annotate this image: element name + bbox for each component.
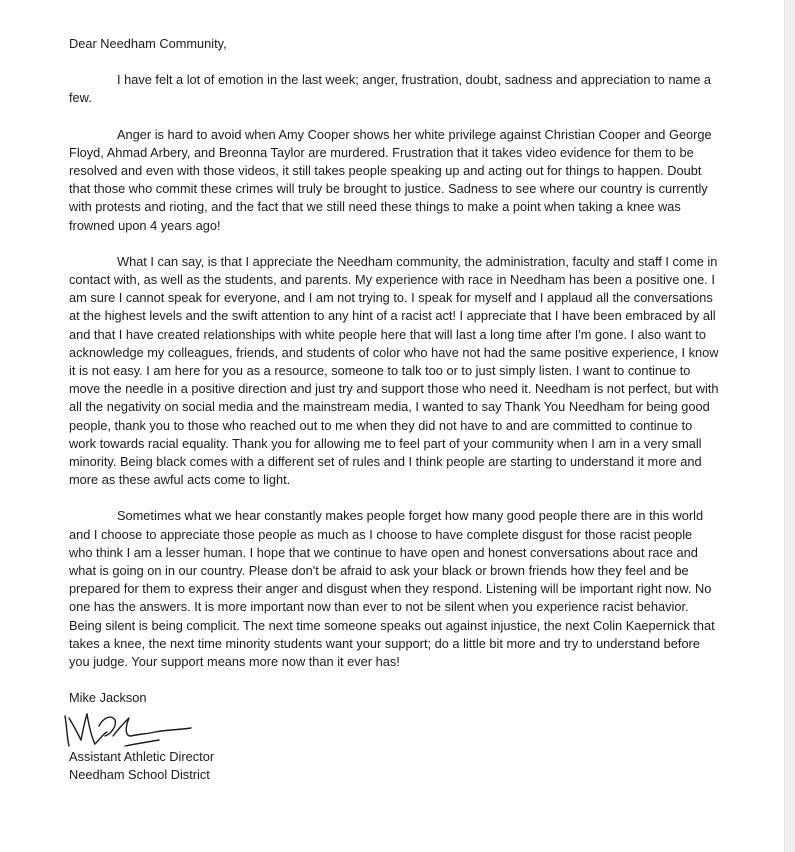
paragraph-anger: Anger is hard to avoid when Amy Cooper shows her white privilege against Christian Cooper and George Floyd, Ahmad Arbery, and Breonna Taylor are murdered. Frustration that it takes video evidence for them to be resolved and even with those videos, it still takes people speaking up and acting out for things to happen. Doubt that those who commit these crimes will truly be brought to justice. Sadness to see where our country is currently with protests and rioting, and the fact that we still need these things to make a point when taking a knee was frowned upon 4 years ago!	[69, 126, 712, 233]
page-edge	[784, 0, 795, 852]
signer-name: Mike Jackson	[69, 690, 147, 706]
paragraph-call-to-action: Sometimes what we hear constantly makes people forget how many good people there are in this world and I choose to appreciate those people as much as I choose to have complete disgust for those racist people who think I am a lesser human. I hope that we continue to have open and honest conversations about race and what is going on in our country. Please don't be afraid to ask your black or brown friends how they feel and be prepared for them to express their anger and disgust when they respond. Listening will be important right now. No one has the answers. It is more important now than ever to not be silent when you experience racist behavior. Being silent is being complicit. The next time someone speaks out against injustice, the next Colin Kaepernick that takes a knee, the next time minority students want your support; do a little bit more and try to understand before you judge. Your support means more now than it ever has!	[69, 508, 715, 670]
letter-body	[69, 35, 719, 784]
paragraph-emotions: I have felt a lot of emotion in the last week; anger, frustration, doubt, sadness and appreciation to name a few.	[69, 72, 711, 106]
signature-block	[69, 689, 719, 784]
paragraph-appreciation: What I can say, is that I appreciate the Needham community, the administration, faculty and staff I come in contact with, as well as the students, and parents. My experience with race in Needham has been a positive one. I am sure I cannot speak for everyone, and I am not trying to. I speak for myself and I applaud all the conversations at the highest levels and the swift attention to any hint of a racist act! I appreciate that I have been embraced by all and that I have created relationships with white people here that will last a long time after I'm gone. I also want to acknowledge my colleagues, friends, and students of color who have not had the same positive experience, I know it is not easy. I am here for you as a resource, someone to talk too or to just simply listen. I want to continue to move the needle in a positive direction and just try and support those who need it. Needham is not perfect, but with all the negativity on social media and the mainstream media, I wanted to say Thank You Needham for being good people, thank you to those who reached out to me when they did not have to and are committed to continue to work towards racial equality. Thank you for allowing me to feel part of your community when I am in a very small minority. Being black comes with a different set of rules and I think people are starting to understand it more and more as these awful acts come to light.	[69, 253, 719, 488]
signer-title: Assistant Athletic Director	[69, 748, 215, 764]
salutation: Dear Needham Community,	[69, 36, 227, 51]
handwritten-signature	[55, 706, 205, 750]
signer-organization: Needham School District	[69, 766, 210, 782]
